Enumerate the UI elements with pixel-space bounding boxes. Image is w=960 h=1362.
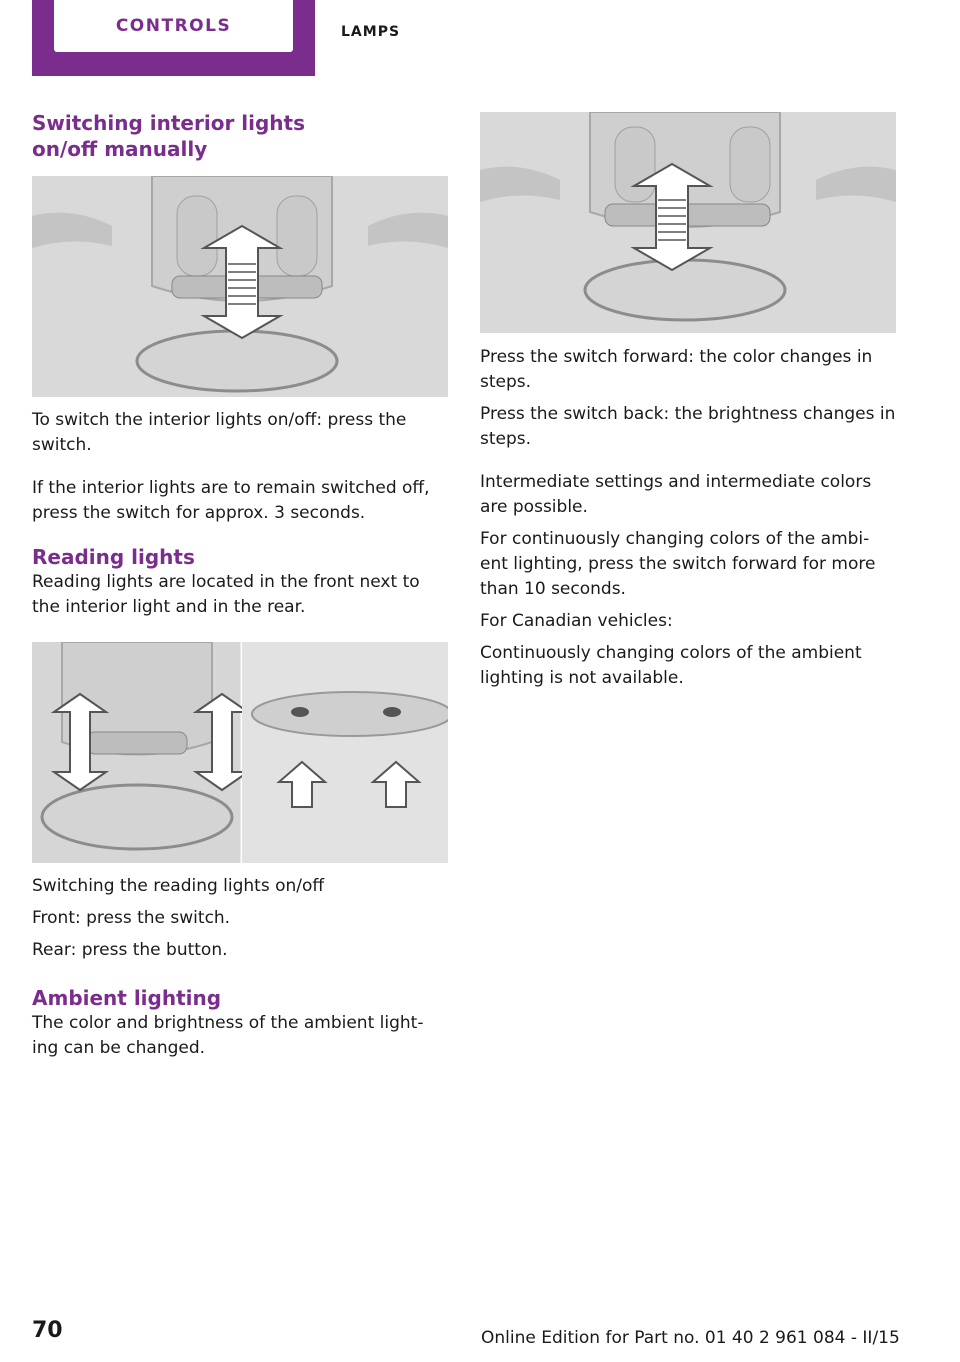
paragraph-not-available: Continuously changing colors of the ambient lighting is not available. [480, 643, 862, 688]
subsection-label: LAMPS [341, 24, 401, 40]
heading-reading-lights: Reading lights [32, 545, 195, 569]
paragraph-reading-lights-switching: Switching the reading lights on/off [32, 876, 325, 896]
paragraph-intermediate: Intermediate settings and intermediate colors are possible. [480, 472, 872, 517]
edition-footer: Online Edition for Part no. 01 40 2 961 084 - II/15 [481, 1328, 900, 1348]
paragraph-continuous-colors: For continuously changing colors of the ambi‐ent lighting, press the switch forward for more than 10 seconds. [480, 529, 876, 599]
paragraph-ambient-change: The color and brightness of the ambient light‐ing can be changed. [32, 1013, 424, 1058]
section-tab-label: CONTROLS [54, 0, 293, 52]
paragraph-rear-button: Rear: press the button. [32, 940, 228, 960]
figure-ambient-switch [480, 112, 896, 333]
figure-reading-lights [32, 642, 448, 863]
right-column [480, 112, 896, 691]
heading-ambient-lighting: Ambient lighting [32, 986, 222, 1010]
left-column [32, 110, 448, 1061]
paragraph-switch-forward: Press the switch forward: the color changes in steps. [480, 347, 873, 392]
paragraph-switch-on-off: To switch the interior lights on/off: press the switch. [32, 410, 407, 455]
paragraph-remain-off: If the interior lights are to remain switched off, press the switch for approx. 3 seconds. [32, 478, 430, 523]
paragraph-canadian: For Canadian vehicles: [480, 611, 673, 631]
paragraph-front-switch: Front: press the switch. [32, 908, 231, 928]
figure-interior-light [32, 176, 448, 397]
heading-interior-lights: Switching interior lights on/off manually [32, 111, 305, 161]
page-number: 70 [32, 1318, 63, 1343]
paragraph-switch-back: Press the switch back: the brightness changes in steps. [480, 404, 896, 449]
section-tab [32, 0, 315, 76]
paragraph-reading-lights-location: Reading lights are located in the front next to the interior light and in the rear. [32, 572, 420, 617]
